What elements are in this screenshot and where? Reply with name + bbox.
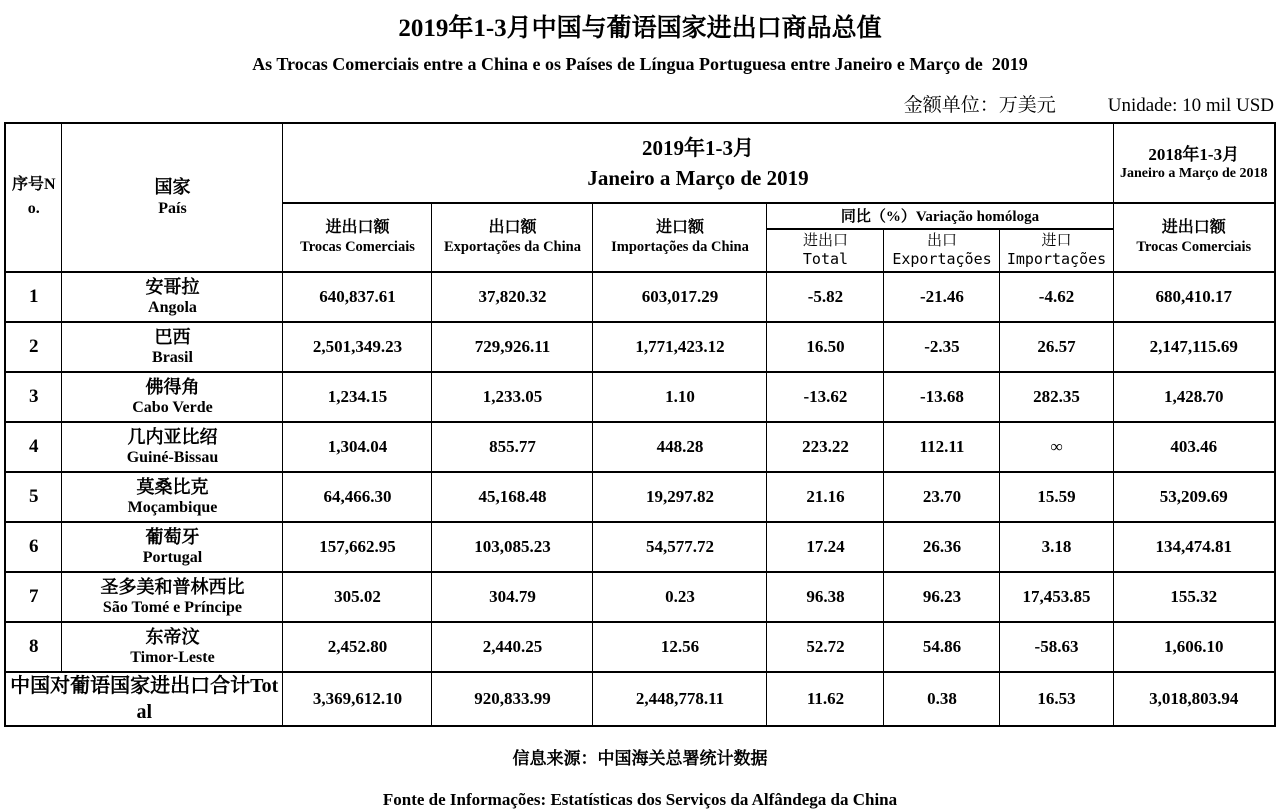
cell-yoy-total: -13.62: [767, 372, 884, 422]
cell-imports: 1,771,423.12: [593, 322, 767, 372]
cell-exports: 729,926.11: [432, 322, 593, 372]
cell-trade: 2,452.80: [283, 622, 432, 672]
cell-exports: 920,833.99: [432, 672, 593, 726]
table-row: [5, 522, 1275, 572]
header-yoy-total-zh: 进出口: [802, 230, 848, 249]
cell-imports: 12.56: [593, 622, 767, 672]
header-imports-china-pt: Importações da China: [611, 239, 749, 256]
country-name-zh: 几内亚比绍: [127, 426, 218, 447]
header-row-1: [5, 123, 1275, 203]
header-yoy-imports-pt: Importações: [1006, 250, 1107, 269]
cell-no: 6: [5, 522, 62, 572]
country-name-zh: 圣多美和普林西比: [100, 576, 245, 597]
country-name-pt: Moçambique: [127, 499, 218, 517]
table-row: [5, 572, 1275, 622]
header-trade-total: [283, 203, 432, 272]
header-exports-china: [432, 203, 593, 272]
cell-yoy-imports: ∞: [1000, 422, 1113, 472]
source-line-zh: 信息来源：中国海关总署统计数据: [512, 748, 768, 768]
cell-no: 2: [5, 322, 62, 372]
country-name-pt: Guiné-Bissau: [126, 449, 219, 467]
country-name-pt: Cabo Verde: [132, 399, 213, 417]
table-row: [5, 422, 1275, 472]
cell-country: [62, 572, 283, 622]
cell-country: [62, 422, 283, 472]
header-trade-total-pt: Trocas Comerciais: [300, 239, 415, 256]
header-country-zh: 国家: [154, 177, 191, 198]
cell-yoy-imports: -4.62: [1000, 272, 1113, 322]
total-label: 中国对葡语国家进出口合计Total: [5, 672, 283, 726]
header-yoy: 同比（%）Variação homóloga: [767, 203, 1113, 229]
header-no: 序号No.: [5, 123, 62, 272]
unit-line: [0, 90, 1280, 117]
country-name-pt: Portugal: [142, 549, 203, 567]
header-trade-total-2018: [1113, 203, 1275, 272]
country-name-zh: 莫桑比克: [136, 476, 209, 497]
cell-yoy-exports: 112.11: [884, 422, 1000, 472]
cell-imports: 19,297.82: [593, 472, 767, 522]
header-imports-china: [593, 203, 767, 272]
cell-no: 8: [5, 622, 62, 672]
table-row: [5, 622, 1275, 672]
header-country-pt: País: [158, 199, 187, 217]
cell-yoy-imports: 17,453.85: [1000, 572, 1113, 622]
cell-yoy-total: 21.16: [767, 472, 884, 522]
header-imports-china-zh: 进口额: [655, 219, 704, 237]
cell-yoy-total: 52.72: [767, 622, 884, 672]
total-row: [5, 672, 1275, 726]
cell-country: [62, 372, 283, 422]
cell-exports: 1,233.05: [432, 372, 593, 422]
header-yoy-imports: [1000, 229, 1113, 272]
country-name-pt: Timor-Leste: [130, 649, 215, 667]
trade-table: [4, 122, 1276, 727]
header-country: [62, 123, 283, 272]
cell-yoy-exports: -2.35: [884, 322, 1000, 372]
cell-trade: 1,304.04: [283, 422, 432, 472]
cell-exports: 45,168.48: [432, 472, 593, 522]
country-name-pt: São Tomé e Príncipe: [102, 599, 243, 617]
country-name-zh: 佛得角: [145, 376, 200, 397]
cell-yoy-imports: 282.35: [1000, 372, 1113, 422]
cell-imports: 0.23: [593, 572, 767, 622]
cell-trade-2018: 155.32: [1113, 572, 1275, 622]
header-trade-total-zh: 进出口额: [325, 219, 390, 237]
cell-exports: 855.77: [432, 422, 593, 472]
cell-exports: 103,085.23: [432, 522, 593, 572]
country-name-zh: 东帝汶: [145, 626, 200, 647]
cell-imports: 448.28: [593, 422, 767, 472]
header-exports-china-pt: Exportações da China: [444, 239, 581, 256]
cell-yoy-total: 16.50: [767, 322, 884, 372]
table-row: [5, 272, 1275, 322]
header-yoy-imports-zh: 进口: [1041, 230, 1072, 249]
cell-yoy-exports: 26.36: [884, 522, 1000, 572]
unit-label-zh: 金额单位：万美元: [903, 94, 1056, 116]
cell-trade: 64,466.30: [283, 472, 432, 522]
header-period-2018-zh: 2018年1-3月: [1148, 144, 1240, 164]
cell-trade: 157,662.95: [283, 522, 432, 572]
table-row: [5, 372, 1275, 422]
cell-trade-2018: 1,428.70: [1113, 372, 1275, 422]
header-yoy-exports-pt: Exportações: [892, 250, 992, 269]
cell-yoy-imports: 3.18: [1000, 522, 1113, 572]
cell-trade-2018: 2,147,115.69: [1113, 322, 1275, 372]
cell-yoy-total: -5.82: [767, 272, 884, 322]
cell-trade: 3,369,612.10: [283, 672, 432, 726]
cell-imports: 603,017.29: [593, 272, 767, 322]
cell-yoy-exports: -13.68: [884, 372, 1000, 422]
cell-exports: 37,820.32: [432, 272, 593, 322]
country-name-zh: 安哥拉: [145, 276, 200, 297]
header-period-2019-pt: Janeiro a Março de 2019: [587, 165, 809, 190]
table-row: [5, 322, 1275, 372]
cell-trade-2018: 403.46: [1113, 422, 1275, 472]
cell-no: 7: [5, 572, 62, 622]
cell-country: [62, 472, 283, 522]
cell-yoy-imports: 16.53: [1000, 672, 1113, 726]
cell-no: 5: [5, 472, 62, 522]
cell-country: [62, 272, 283, 322]
cell-yoy-exports: 0.38: [884, 672, 1000, 726]
cell-exports: 2,440.25: [432, 622, 593, 672]
cell-yoy-imports: -58.63: [1000, 622, 1113, 672]
header-period-2019: [283, 123, 1113, 203]
header-yoy-total: [767, 229, 884, 272]
header-period-2018: [1113, 123, 1275, 203]
header-yoy-total-pt: Total: [802, 250, 849, 269]
cell-trade-2018: 680,410.17: [1113, 272, 1275, 322]
country-name-zh: 葡萄牙: [145, 526, 200, 547]
cell-imports: 1.10: [593, 372, 767, 422]
header-yoy-exports-zh: 出口: [926, 230, 957, 249]
header-period-2019-zh: 2019年1-3月: [642, 135, 754, 160]
cell-no: 3: [5, 372, 62, 422]
cell-yoy-exports: 54.86: [884, 622, 1000, 672]
cell-trade-2018: 134,474.81: [1113, 522, 1275, 572]
cell-trade-2018: 53,209.69: [1113, 472, 1275, 522]
cell-trade: 305.02: [283, 572, 432, 622]
header-yoy-exports: [884, 229, 1000, 272]
source-line-pt: Fonte de Informações: Estatísticas dos Serviços da Alfândega da China: [382, 789, 898, 809]
cell-yoy-total: 96.38: [767, 572, 884, 622]
cell-yoy-imports: 26.57: [1000, 322, 1113, 372]
page-subtitle: As Trocas Comerciais entre a China e os Países de Língua Portuguesa entre Janeiro e Março de 2019: [252, 54, 1028, 74]
cell-imports: 54,577.72: [593, 522, 767, 572]
cell-yoy-exports: 96.23: [884, 572, 1000, 622]
cell-country: [62, 522, 283, 572]
header-period-2018-pt: Janeiro a Março de 2018: [1120, 165, 1268, 181]
header-trade-total-2018-zh: 进出口额: [1161, 219, 1226, 237]
country-name-zh: 巴西: [154, 326, 191, 347]
cell-country: [62, 622, 283, 672]
cell-no: 4: [5, 422, 62, 472]
cell-no: 1: [5, 272, 62, 322]
cell-trade: 640,837.61: [283, 272, 432, 322]
cell-yoy-imports: 15.59: [1000, 472, 1113, 522]
country-name-pt: Angola: [148, 299, 197, 317]
cell-trade-2018: 1,606.10: [1113, 622, 1275, 672]
cell-trade-2018: 3,018,803.94: [1113, 672, 1275, 726]
header-exports-china-zh: 出口额: [488, 219, 537, 237]
cell-exports: 304.79: [432, 572, 593, 622]
cell-imports: 2,448,778.11: [593, 672, 767, 726]
cell-yoy-total: 223.22: [767, 422, 884, 472]
unit-label-pt: Unidade: 10 mil USD: [1107, 94, 1274, 116]
table-row: [5, 472, 1275, 522]
country-name-pt: Brasil: [152, 349, 193, 367]
cell-trade: 2,501,349.23: [283, 322, 432, 372]
header-trade-total-2018-pt: Trocas Comerciais: [1136, 239, 1252, 256]
cell-trade: 1,234.15: [283, 372, 432, 422]
cell-yoy-total: 11.62: [767, 672, 884, 726]
page-title: 2019年1-3月中国与葡语国家进出口商品总值: [398, 15, 882, 42]
cell-yoy-total: 17.24: [767, 522, 884, 572]
cell-yoy-exports: 23.70: [884, 472, 1000, 522]
cell-country: [62, 322, 283, 372]
cell-yoy-exports: -21.46: [884, 272, 1000, 322]
